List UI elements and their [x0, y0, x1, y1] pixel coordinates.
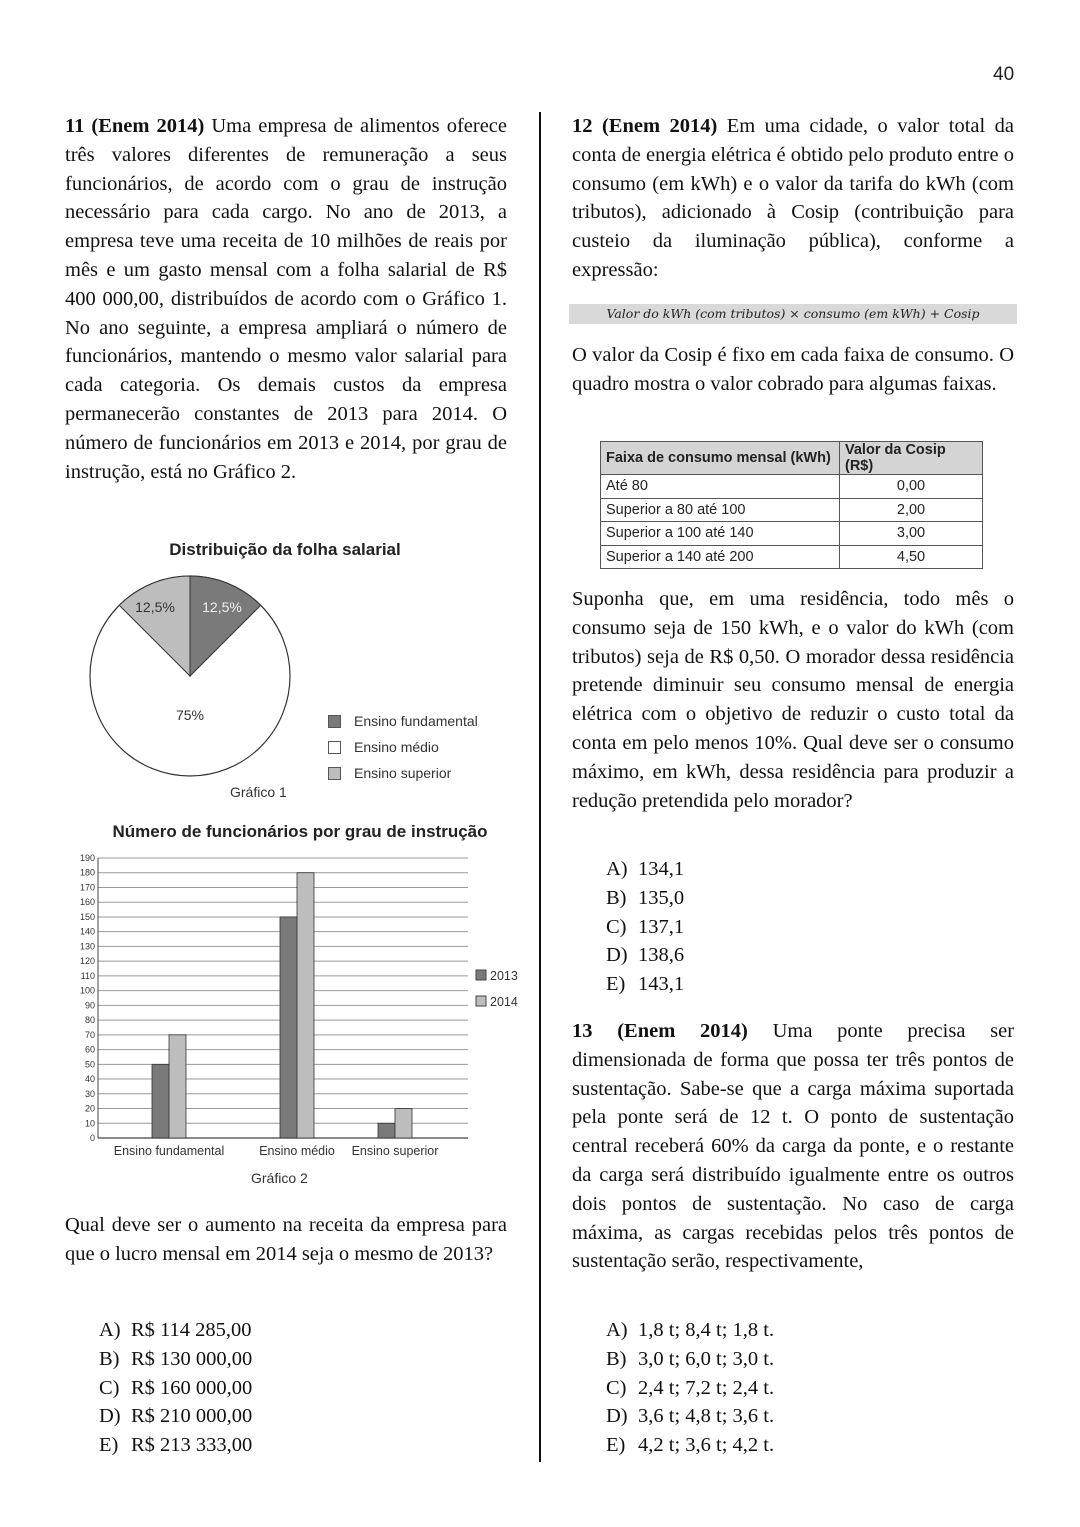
svg-text:Ensino médio: Ensino médio	[259, 1144, 335, 1158]
question-text: Uma empresa de alimentos oferece três valores diferentes de remuneração a seus funcionários, de acordo com o grau de instrução necessário para cada cargo. No ano de 2013, a empresa teve uma receita de 10 milhões de reais por mês e um gasto mensal com a folha salarial de R$ 400 000,00, distribuídos de acordo com o Gráfico 1. No ano seguinte, a empresa ampliará o número de funcionários, mantendo o mesmo valor salarial para cada categoria. Os demais custos da empresa permanecerão constantes de 2013 para 2014. O número de funcionários em 2013 e 2014, por grau de instrução, está no Gráfico 2.	[65, 115, 507, 483]
question-number: 12 (Enem 2014)	[572, 115, 718, 137]
question-text: Em uma cidade, o valor total da conta de energia elétrica é obtido pelo produto entre o consumo (em kWh) e o valor da tarifa do kWh (com tributos), adicionado à Cosip (contribuição para custeio da iluminação pública), conforme a expressão:	[572, 115, 1014, 281]
pie-legend	[328, 708, 478, 786]
svg-text:2014: 2014	[490, 995, 518, 1009]
pie-chart-caption: Gráfico 1	[230, 784, 287, 800]
option-c[interactable]: C) 137,1	[606, 915, 685, 938]
option-c[interactable]: C) 2,4 t; 7,2 t; 2,4 t.	[606, 1376, 775, 1399]
svg-text:80: 80	[84, 1015, 95, 1026]
svg-text:Ensino superior: Ensino superior	[351, 1144, 439, 1158]
question-11-options	[65, 1316, 507, 1460]
bar-chart-caption: Gráfico 2	[251, 1170, 308, 1186]
column-divider	[539, 112, 541, 1462]
question-12-cosip-text: O valor da Cosip é fixo em cada faixa de consumo. O quadro mostra o valor cobrado para algumas faixas.	[572, 344, 1014, 395]
table-header-faixa: Faixa de consumo mensal (kWh)	[601, 442, 840, 475]
svg-text:50: 50	[84, 1059, 95, 1070]
table-row: Superior a 80 até 100 2,00	[601, 498, 983, 522]
bar-2013-1	[280, 917, 297, 1138]
bar-2014-2	[395, 1109, 412, 1138]
option-b[interactable]: B) 3,0 t; 6,0 t; 3,0 t.	[606, 1347, 775, 1370]
question-13-options	[572, 1316, 1014, 1460]
svg-text:170: 170	[79, 882, 95, 893]
question-number: 13 (Enem 2014)	[572, 1020, 748, 1042]
svg-text:10: 10	[84, 1118, 95, 1129]
bar-2013-0	[152, 1064, 169, 1138]
question-11-statement	[65, 112, 507, 486]
question-12-prompt: Suponha que, em uma residência, todo mês o consumo seja de 150 kWh, e o valor do kWh (com tributos) seja de R$ 0,50. O morador dessa residência pretende diminuir seu consumo mensal de energia elétrica com o objetivo de reduzir o custo total da conta em pelo menos 10%. Qual deve ser o consumo máximo, em kWh, dessa residência para produzir a redução pretendida pelo morador?	[572, 588, 1014, 812]
formula-box: Valor do kWh (com tributos) × consumo (em kWh) + Cosip	[569, 304, 1017, 324]
svg-text:130: 130	[79, 941, 95, 952]
svg-text:140: 140	[79, 926, 95, 937]
option-e[interactable]: E) 4,2 t; 3,6 t; 4,2 t.	[606, 1434, 775, 1457]
question-text: Uma ponte precisa ser dimensionada de forma que possa ter três pontos de sustentação. Sabe-se que a carga máxima suportada pela ponte será de 12 t. O ponto de sustentação central receberá 60% da carga da ponte, e o restante da carga será distribuído igualmente entre os outros dois pontos de sustentação. No caso de carga máxima, as cargas recebidas pelos três pontos de sustentação serão, respectivamente,	[572, 1020, 1015, 1273]
slice-label-superior: 12,5%	[135, 599, 175, 615]
bar-chart-graphic	[65, 850, 535, 1195]
option-a[interactable]: A) R$ 114 285,00	[99, 1319, 252, 1341]
option-c[interactable]: C) R$ 160 000,00	[99, 1376, 253, 1399]
svg-text:120: 120	[79, 956, 95, 967]
question-13-statement	[572, 1017, 1014, 1276]
pie-chart-grafico-1	[65, 538, 525, 808]
bar-chart-grafico-2	[65, 820, 535, 1190]
option-e[interactable]: E) R$ 213 333,00	[99, 1434, 253, 1457]
option-a[interactable]: A) 1,8 t; 8,4 t; 1,8 t.	[606, 1319, 775, 1341]
option-d[interactable]: D) 3,6 t; 4,8 t; 3,6 t.	[606, 1405, 775, 1428]
question-12-options	[572, 855, 1014, 999]
option-d[interactable]: D) R$ 210 000,00	[99, 1405, 253, 1428]
svg-text:40: 40	[84, 1074, 95, 1085]
svg-text:30: 30	[84, 1088, 95, 1099]
pie-chart-title: Distribuição da folha salarial	[169, 540, 401, 559]
legend-item-superior: Ensino superior	[328, 760, 478, 786]
option-b[interactable]: B) R$ 130 000,00	[99, 1347, 253, 1370]
legend-swatch-icon	[328, 741, 341, 754]
option-d[interactable]: D) 138,6	[606, 944, 685, 967]
table-header-valor: Valor da Cosip (R$)	[840, 442, 983, 475]
legend-item-fundamental: Ensino fundamental	[328, 708, 478, 734]
svg-text:20: 20	[84, 1103, 95, 1114]
svg-text:100: 100	[79, 985, 95, 996]
svg-text:150: 150	[79, 911, 95, 922]
svg-text:110: 110	[80, 970, 95, 981]
bar-2014-0	[169, 1035, 186, 1138]
slice-label-medio: 75%	[175, 707, 205, 723]
bar-2013-2	[378, 1123, 395, 1138]
svg-text:160: 160	[79, 897, 95, 908]
svg-text:180: 180	[79, 867, 95, 878]
question-11-prompt: Qual deve ser o aumento na receita da empresa para que o lucro mensal em 2014 seja o mesmo de 2013?	[65, 1214, 507, 1265]
legend-swatch-icon	[328, 767, 341, 780]
question-12-statement	[572, 112, 1014, 285]
svg-text:2013: 2013	[490, 969, 518, 983]
page-number: 40	[993, 64, 1015, 85]
pie-chart-graphic	[87, 574, 293, 780]
table-row: Superior a 100 até 140 3,00	[601, 522, 983, 546]
bar-chart-title: Número de funcionários por grau de instrução	[112, 822, 488, 841]
svg-text:190: 190	[79, 853, 95, 863]
option-a[interactable]: A) 134,1	[606, 858, 685, 880]
table-row: Superior a 140 até 200 4,50	[601, 545, 983, 569]
svg-text:90: 90	[84, 1000, 95, 1011]
option-b[interactable]: B) 135,0	[606, 886, 685, 909]
table-header-row	[601, 442, 983, 475]
table-row: Até 80 0,00	[601, 475, 983, 499]
legend-item-medio: Ensino médio	[328, 734, 478, 760]
bar-2014-1	[297, 873, 314, 1138]
cosip-table	[600, 441, 983, 569]
slice-label-fundamental: 12,5%	[202, 599, 242, 615]
svg-text:Ensino fundamental: Ensino fundamental	[113, 1144, 225, 1158]
svg-text:0: 0	[89, 1133, 95, 1143]
svg-text:60: 60	[84, 1044, 95, 1055]
svg-text:70: 70	[84, 1029, 95, 1040]
option-e[interactable]: E) 143,1	[606, 973, 685, 996]
legend-swatch-icon	[328, 715, 341, 728]
question-number: 11 (Enem 2014)	[65, 115, 205, 137]
